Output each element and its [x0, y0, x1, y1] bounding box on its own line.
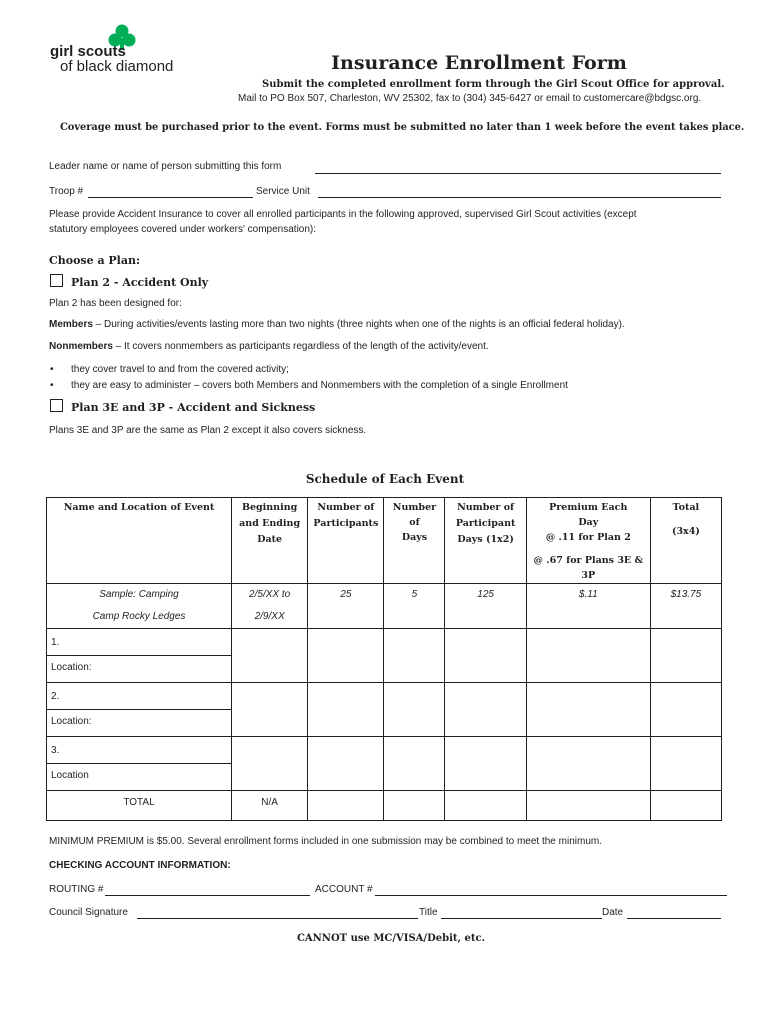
total-row — [47, 791, 722, 821]
coverage-notice: Coverage must be purchased prior to the event. Forms must be submitted no later than 1 week before the event takes place. — [60, 122, 745, 133]
intro-line-1: Please provide Accident Insurance to cover all enrolled participants in the following approved, supervised Girl Scout activities (except — [49, 209, 637, 220]
sample-row — [47, 584, 722, 629]
members-text: – During activities/events lasting more than two nights (three nights when one of the nights is an official federal holiday). — [92, 319, 625, 330]
choose-plan-heading: Choose a Plan: — [49, 254, 141, 267]
total-participants-input[interactable] — [308, 791, 384, 821]
account-field[interactable] — [375, 895, 727, 896]
header-premium-1: Premium Each — [549, 502, 628, 513]
event-row-2 — [47, 683, 722, 710]
event-1-premium-input[interactable] — [526, 629, 650, 683]
header-days-3: Days — [401, 532, 428, 543]
troop-field[interactable] — [88, 197, 253, 198]
header-total-1: Total — [672, 502, 700, 513]
troop-label: Troop # — [49, 186, 84, 197]
total-total-input[interactable] — [650, 791, 721, 821]
plan-3-title: Plan 3E and 3P - Accident and Sickness — [71, 401, 316, 414]
event-2-participants-input[interactable] — [308, 683, 384, 737]
header-participants — [308, 498, 384, 584]
contact-info: Mail to PO Box 507, Charleston, WV 25302, fax to (304) 345-6427 or email to customercare@bdgsc.org. — [238, 93, 702, 104]
event-row-3 — [47, 737, 722, 764]
sample-participants-cell: 25 — [308, 584, 384, 629]
event-2-number[interactable]: 2. — [47, 683, 232, 710]
event-3-total-input[interactable] — [650, 737, 721, 791]
schedule-table — [46, 497, 722, 821]
account-label: ACCOUNT # — [315, 884, 373, 895]
event-1-pdays-input[interactable] — [445, 629, 526, 683]
total-label: TOTAL — [47, 791, 232, 821]
event-3-premium-input[interactable] — [526, 737, 650, 791]
plan-2-title: Plan 2 - Accident Only — [71, 276, 209, 289]
sample-dates-cell — [232, 584, 308, 629]
header-premium-2: Day — [578, 517, 599, 528]
sample-pdays-cell: 125 — [445, 584, 526, 629]
header-premium — [526, 498, 650, 584]
header-dates-1: Beginning — [241, 502, 298, 513]
leader-name-field[interactable] — [315, 173, 721, 174]
date-field[interactable] — [627, 918, 721, 919]
intro-line-2: statutory employees covered under workers' compensation): — [49, 224, 317, 235]
event-3-location[interactable]: Location — [47, 764, 232, 791]
sample-total-cell: $13.75 — [650, 584, 721, 629]
header-name-location — [47, 498, 232, 584]
nonmembers-label: Nonmembers — [49, 341, 113, 352]
event-1-total-input[interactable] — [650, 629, 721, 683]
header-participant-days — [445, 498, 526, 584]
date-label: Date — [602, 907, 624, 918]
event-2-total-input[interactable] — [650, 683, 721, 737]
header-days-2: of — [409, 517, 420, 528]
plan-3-checkbox[interactable] — [50, 399, 63, 412]
schedule-title: Schedule of Each Event — [305, 472, 465, 486]
bullet-dot-1: • — [50, 364, 54, 375]
sample-days-cell: 5 — [384, 584, 445, 629]
total-pdays-input[interactable] — [445, 791, 526, 821]
event-row-1 — [47, 629, 722, 656]
event-2-location[interactable]: Location: — [47, 710, 232, 737]
header-premium-4: @ .67 for Plans 3E & 3P — [533, 555, 644, 581]
event-1-dates-input[interactable] — [232, 629, 308, 683]
header-pdays-1: Number of — [457, 502, 515, 513]
event-3-number[interactable]: 3. — [47, 737, 232, 764]
event-1-location[interactable]: Location: — [47, 656, 232, 683]
routing-field[interactable] — [105, 895, 310, 896]
event-1-participants-input[interactable] — [308, 629, 384, 683]
plan-3-description: Plans 3E and 3P are the same as Plan 2 except it also covers sickness. — [49, 425, 367, 436]
header-dates-3: Date — [257, 534, 283, 545]
members-label: Members — [49, 319, 93, 330]
sample-premium-cell: $.11 — [526, 584, 650, 629]
header-days — [384, 498, 445, 584]
cannot-use-note: CANNOT use MC/VISA/Debit, etc. — [296, 933, 486, 944]
service-unit-label: Service Unit — [256, 186, 310, 197]
sample-name-1: Sample: Camping — [99, 589, 179, 600]
title-field[interactable] — [441, 918, 602, 919]
sample-name-2: Camp Rocky Ledges — [92, 611, 186, 622]
sample-dates-1: 2/5/XX to — [249, 589, 291, 600]
checking-account-heading: CHECKING ACCOUNT INFORMATION: — [49, 860, 231, 871]
event-2-premium-input[interactable] — [526, 683, 650, 737]
service-unit-field[interactable] — [318, 197, 721, 198]
logo-line-1: girl scouts — [50, 43, 126, 60]
council-signature-field[interactable] — [137, 918, 418, 919]
header-pdays-3: Days (1x2) — [457, 534, 514, 545]
members-line — [49, 319, 625, 330]
header-dates-2: and Ending — [239, 518, 301, 529]
schedule-header-row — [47, 498, 722, 584]
title-label: Title — [419, 907, 438, 918]
sample-name-cell — [47, 584, 232, 629]
event-3-days-input[interactable] — [384, 737, 445, 791]
leader-name-label: Leader name or name of person submitting this form — [49, 161, 282, 172]
council-signature-label: Council Signature — [49, 907, 128, 918]
header-participants-2: Participants — [313, 518, 379, 529]
header-dates — [232, 498, 308, 584]
event-2-dates-input[interactable] — [232, 683, 308, 737]
nonmembers-text: – It covers nonmembers as participants regardless of the length of the activity/event. — [112, 341, 489, 352]
header-total — [650, 498, 721, 584]
header-total-2: (3x4) — [671, 526, 700, 537]
routing-label: ROUTING # — [49, 884, 104, 895]
event-1-days-input[interactable] — [384, 629, 445, 683]
header-participants-1: Number of — [317, 502, 375, 513]
total-dates: N/A — [232, 791, 308, 821]
header-name-text: Name and Location of Event — [63, 502, 215, 513]
logo-line-2: of black diamond — [60, 58, 174, 75]
subtitle: Submit the completed enrollment form through the Girl Scout Office for approval. — [262, 79, 725, 90]
event-3-participants-input[interactable] — [308, 737, 384, 791]
nonmembers-line — [49, 341, 489, 352]
plan-2-description: Plan 2 has been designed for: — [49, 298, 182, 309]
event-2-days-input[interactable] — [384, 683, 445, 737]
event-2-pdays-input[interactable] — [445, 683, 526, 737]
event-1-number[interactable]: 1. — [47, 629, 232, 656]
header-days-1: Number — [392, 502, 437, 513]
total-premium-input[interactable] — [526, 791, 650, 821]
page-title: Insurance Enrollment Form — [331, 52, 627, 74]
sample-dates-2: 2/9/XX — [254, 611, 285, 622]
header-pdays-2: Participant — [455, 518, 516, 529]
event-3-pdays-input[interactable] — [445, 737, 526, 791]
event-3-dates-input[interactable] — [232, 737, 308, 791]
bullet-item-1: they cover travel to and from the covered activity; — [71, 364, 289, 375]
bullet-dot-2: • — [50, 380, 54, 391]
total-days-input[interactable] — [384, 791, 445, 821]
plan-2-checkbox[interactable] — [50, 274, 63, 287]
header-premium-3: @ .11 for Plan 2 — [545, 532, 631, 543]
minimum-premium-note: MINIMUM PREMIUM is $5.00. Several enrollment forms included in one submission may be combined to meet the minimum. — [49, 836, 602, 847]
bullet-item-2: they are easy to administer – covers both Members and Nonmembers with the completion of a single Enrollment — [71, 380, 568, 391]
